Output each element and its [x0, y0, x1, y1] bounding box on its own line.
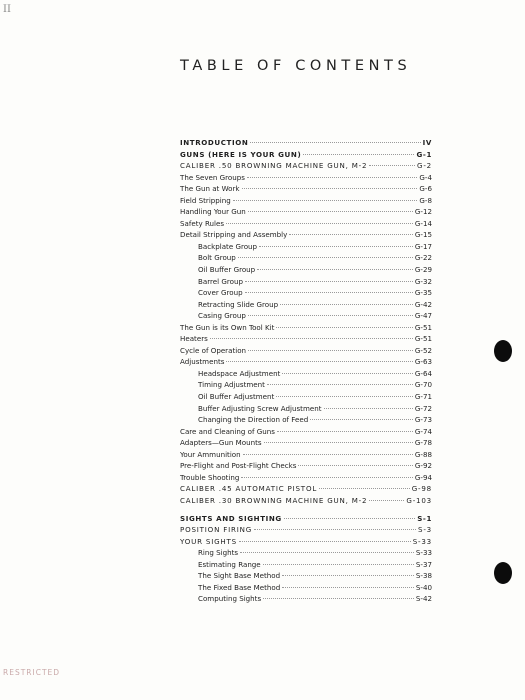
toc-entry — [180, 391, 432, 403]
dot-leader — [310, 419, 413, 420]
toc-entry — [180, 172, 432, 184]
toc-entry-label: Buffer Adjusting Screw Adjustment — [198, 403, 322, 413]
toc-entry — [180, 345, 432, 357]
toc-entry-page: G-29 — [414, 265, 432, 275]
dot-leader — [241, 477, 412, 478]
toc-entry — [180, 414, 432, 426]
toc-entry — [180, 460, 432, 472]
dot-leader — [369, 165, 415, 166]
toc-entry — [180, 483, 432, 495]
toc-entry-page: G-63 — [414, 357, 432, 367]
dot-leader — [248, 315, 413, 316]
toc-entry — [180, 570, 432, 582]
dot-leader — [324, 408, 413, 409]
dot-leader — [282, 575, 414, 576]
toc-entry-label: Estimating Range — [198, 559, 261, 569]
dot-leader — [369, 500, 404, 501]
toc-entry-label: CALIBER .50 BROWNING MACHINE GUN, M-2 — [180, 161, 368, 171]
dot-leader — [250, 142, 420, 143]
toc-entry — [180, 437, 432, 449]
toc-entry-page: G-73 — [414, 415, 432, 425]
toc-entry — [180, 379, 432, 391]
dot-leader — [298, 465, 412, 466]
toc-entry — [180, 195, 432, 207]
toc-entry-page: S-40 — [415, 582, 432, 592]
toc-entry-label: Pre-Flight and Post-Flight Checks — [180, 461, 297, 471]
toc-entry-page: G-52 — [414, 345, 432, 355]
toc-entry-page: G-1 — [416, 149, 432, 159]
dot-leader — [248, 211, 413, 212]
toc-entry — [180, 241, 432, 253]
dot-leader — [233, 200, 418, 201]
toc-entry-label: The Gun is its Own Tool Kit — [180, 322, 275, 332]
dot-leader — [280, 304, 413, 305]
toc-entry — [180, 356, 432, 368]
dot-leader — [282, 373, 413, 374]
binder-hole — [494, 340, 512, 362]
toc-entry-label: Bolt Group — [198, 253, 236, 263]
toc-entry — [180, 276, 432, 288]
toc-entry-page: G-32 — [414, 276, 432, 286]
toc-entry-label: Barrel Group — [198, 276, 243, 286]
toc-entry-label: GUNS (HERE IS YOUR GUN) — [180, 149, 302, 159]
toc-entry-label: Adapters—Gun Mounts — [180, 438, 262, 448]
toc-entry-page: S-3 — [418, 525, 432, 535]
toc-entry — [180, 593, 432, 605]
dot-leader — [263, 598, 414, 599]
binder-hole — [494, 562, 512, 584]
toc-entry-page: S-42 — [415, 594, 432, 604]
toc-entry — [180, 310, 432, 322]
dot-leader — [245, 292, 413, 293]
dot-leader — [263, 564, 414, 565]
dot-leader — [289, 234, 413, 235]
toc-entry — [180, 299, 432, 311]
toc-entry — [180, 160, 432, 172]
toc-entry — [180, 229, 432, 241]
toc-entry-label: The Fixed Base Method — [198, 582, 281, 592]
toc-entry-page: G-47 — [414, 311, 432, 321]
toc-entry-label: Changing the Direction of Feed — [198, 415, 309, 425]
toc-entry-page: S-37 — [415, 559, 432, 569]
toc-entry-label: Headspace Adjustment — [198, 368, 281, 378]
toc-entry-label: Backplate Group — [198, 241, 258, 251]
toc-entry-page: S-1 — [417, 513, 432, 523]
dot-leader — [264, 442, 413, 443]
toc-entry-label: The Gun at Work — [180, 184, 240, 194]
page-title: TABLE OF CONTENTS — [180, 58, 412, 74]
dot-leader — [276, 327, 413, 328]
restricted-stamp: RESTRICTED — [3, 668, 61, 677]
toc-entry-label: Cover Group — [198, 288, 243, 298]
toc-entry-label: SIGHTS AND SIGHTING — [180, 513, 282, 523]
toc-entry-label: Retracting Slide Group — [198, 299, 279, 309]
toc-entry-label: YOUR SIGHTS — [180, 536, 237, 546]
toc-entry-page: G-51 — [414, 322, 432, 332]
toc-entry-page: S-33 — [412, 536, 432, 546]
dot-leader — [242, 188, 418, 189]
toc-entry-page: S-33 — [415, 548, 432, 558]
toc-entry — [180, 472, 432, 484]
toc-entry — [180, 218, 432, 230]
toc-entry-page: G-22 — [414, 253, 432, 263]
toc-entry-page: G-78 — [414, 438, 432, 448]
page-number: II — [3, 4, 11, 15]
toc-entry-page: G-98 — [411, 484, 432, 494]
toc-entry-label: Adjustments — [180, 357, 225, 367]
dot-leader — [303, 154, 414, 155]
toc-entry-page: G-64 — [414, 368, 432, 378]
toc-entry-page: G-4 — [419, 172, 432, 182]
toc-entry-label: Cycle of Operation — [180, 345, 247, 355]
dot-leader — [210, 338, 413, 339]
toc-entry-label: POSITION FIRING — [180, 525, 253, 535]
toc-entry-label: Field Stripping — [180, 195, 231, 205]
toc-entry-page: S-38 — [415, 571, 432, 581]
toc-entry — [180, 322, 432, 334]
toc-entry — [180, 536, 432, 548]
toc-entry-page: G-15 — [414, 230, 432, 240]
toc-entry-label: Handling Your Gun — [180, 207, 246, 217]
toc-entry-label: Safety Rules — [180, 218, 225, 228]
toc-entry-label: Oil Buffer Adjustment — [198, 392, 275, 402]
toc-entry-label: The Seven Groups — [180, 172, 245, 182]
dot-leader — [257, 269, 413, 270]
dot-leader — [276, 396, 413, 397]
toc-entry — [180, 524, 432, 536]
toc-entry-page: G-6 — [419, 184, 432, 194]
toc-entry-page: G-14 — [414, 218, 432, 228]
toc-entry-label: CALIBER .30 BROWNING MACHINE GUN, M-2 — [180, 495, 368, 505]
table-of-contents — [180, 137, 432, 605]
toc-entry-label: Timing Adjustment — [198, 380, 265, 390]
dot-leader — [282, 587, 414, 588]
toc-entry-page: G-51 — [414, 334, 432, 344]
toc-entry — [180, 449, 432, 461]
dot-leader — [277, 431, 413, 432]
toc-entry — [180, 426, 432, 438]
toc-entry-label: Heaters — [180, 334, 208, 344]
dot-leader — [226, 361, 412, 362]
toc-entry-label: Trouble Shooting — [180, 472, 240, 482]
toc-entry — [180, 137, 432, 149]
toc-entry-page: G-103 — [406, 495, 432, 505]
dot-leader — [259, 246, 413, 247]
dot-leader — [240, 552, 414, 553]
toc-entry-label: Computing Sights — [198, 594, 262, 604]
toc-entry — [180, 368, 432, 380]
dot-leader — [247, 177, 418, 178]
toc-entry-label: Your Ammunition — [180, 449, 241, 459]
toc-entry — [180, 559, 432, 571]
toc-entry-page: G-35 — [414, 288, 432, 298]
dot-leader — [319, 488, 410, 489]
toc-entry — [180, 264, 432, 276]
toc-entry-label: INTRODUCTION — [180, 138, 249, 147]
dot-leader — [238, 257, 413, 258]
toc-entry-page: G-2 — [417, 161, 432, 171]
toc-entry-label: Detail Stripping and Assembly — [180, 230, 288, 240]
toc-entry-label: The Sight Base Method — [198, 571, 281, 581]
toc-entry-label: Care and Cleaning of Guns — [180, 426, 275, 436]
dot-leader — [267, 384, 413, 385]
toc-entry — [180, 183, 432, 195]
toc-entry-page: IV — [422, 138, 432, 147]
toc-entry-page: G-92 — [414, 461, 432, 471]
toc-entry-page: G-72 — [414, 403, 432, 413]
toc-entry — [180, 149, 432, 161]
dot-leader — [245, 281, 413, 282]
toc-entry-page: G-12 — [414, 207, 432, 217]
toc-entry-label: Ring Sights — [198, 548, 239, 558]
toc-entry — [180, 547, 432, 559]
toc-entry — [180, 403, 432, 415]
dot-leader — [248, 350, 413, 351]
toc-entry-label: CALIBER .45 AUTOMATIC PISTOL — [180, 484, 318, 494]
toc-entry — [180, 495, 432, 507]
dot-leader — [239, 541, 411, 542]
toc-entry-page: G-94 — [414, 472, 432, 482]
toc-entry — [180, 252, 432, 264]
toc-entry-page: G-70 — [414, 380, 432, 390]
toc-entry-page: G-74 — [414, 426, 432, 436]
toc-entry-page: G-8 — [419, 195, 432, 205]
toc-entry — [180, 582, 432, 594]
toc-entry-label: Casing Group — [198, 311, 246, 321]
toc-entry — [180, 206, 432, 218]
toc-entry — [180, 333, 432, 345]
toc-entry-page: G-42 — [414, 299, 432, 309]
toc-entry-page: G-17 — [414, 241, 432, 251]
dot-leader — [226, 223, 413, 224]
toc-entry — [180, 287, 432, 299]
dot-leader — [243, 454, 413, 455]
toc-entry-label: Oil Buffer Group — [198, 265, 256, 275]
toc-entry-page: G-71 — [414, 392, 432, 402]
toc-entry — [180, 513, 432, 525]
dot-leader — [254, 529, 416, 530]
dot-leader — [284, 518, 415, 519]
toc-entry-page: G-88 — [414, 449, 432, 459]
